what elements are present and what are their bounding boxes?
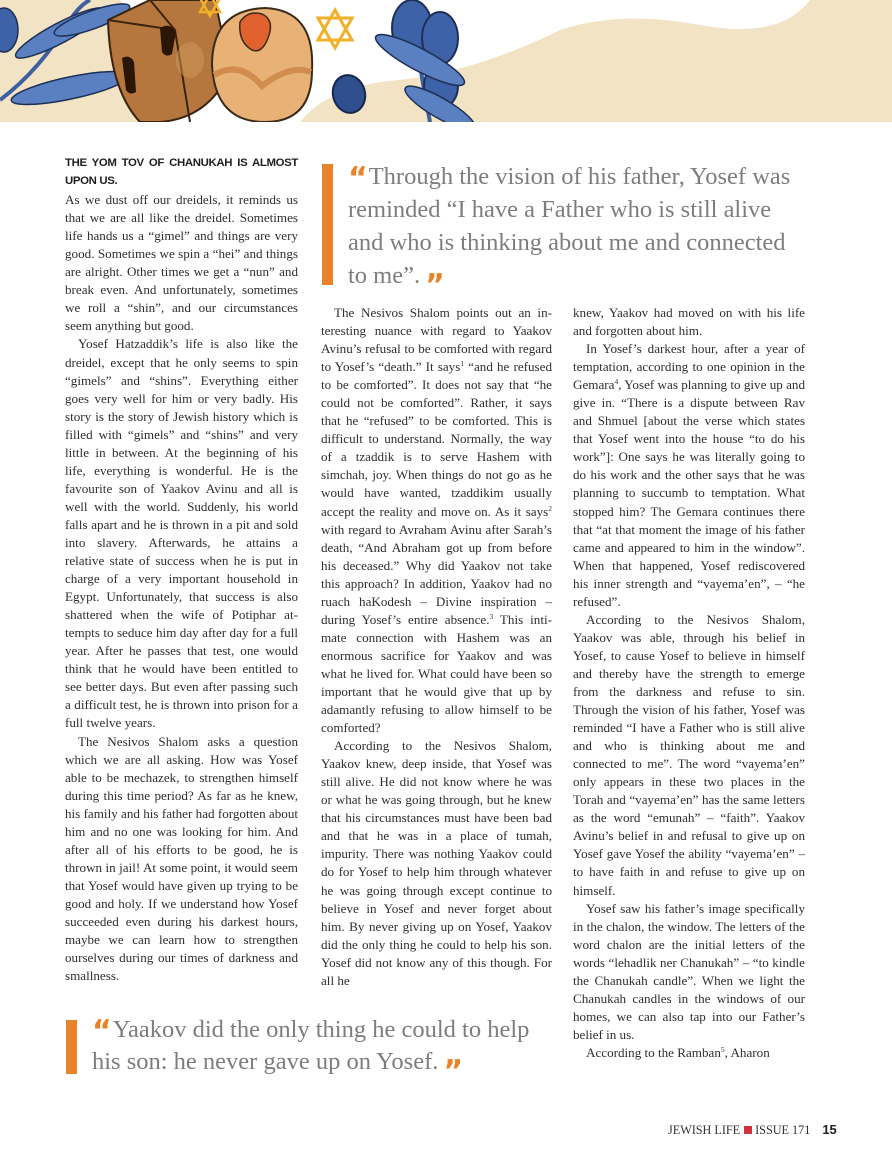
footnote-ref: 1 <box>460 359 465 369</box>
text-segment: knew, Yaakov had moved on with his life and forgotten about him. <box>573 305 805 339</box>
paragraph <box>573 340 805 611</box>
footnote-ref: 4 <box>614 377 619 387</box>
paragraph: The Nesivos Shalom asks a question which we are all asking. How was Yosef able to be mechazek, to strengthen himself during this time period? As far as he knew, his family and his father had forgotten about him and no one was looking for him. And after all of his efforts to be good, he is thrown in jail! At some point, it would seem that Yosef would have given up trying to be good and holy. If we understand how Yosef succeeded even during his darkest hours, maybe we can learn how to strengthen ourselves during our times of darkness and smallness. <box>65 733 298 984</box>
issue-number: ISSUE 171 <box>755 1123 811 1137</box>
pull-quote-accent-bar <box>322 164 333 285</box>
header-illustration <box>0 0 892 122</box>
star-of-david-right-icon <box>318 10 352 48</box>
paragraph <box>573 900 805 1044</box>
text-segment: , Aharon <box>724 1044 770 1060</box>
close-quote-icon: ” <box>443 1054 461 1089</box>
article-column-2 <box>321 304 552 990</box>
paragraph <box>573 611 805 900</box>
red-square-icon <box>744 1126 752 1134</box>
footnote-ref: 2 <box>548 503 552 513</box>
paragraph <box>321 304 552 737</box>
open-quote-icon: “ <box>348 161 365 196</box>
footnote-ref: 3 <box>489 611 494 621</box>
text-segment: According to the Nesivos Shalom, Yaakov knew, deep inside, that Yosef was still alive. He did not know where he was or what he was going through, but he knew that his circumstances must have been bad and that he was in a place of tumah, impurity. There was nothing Yaakov could do for Yosef to help him through whatever he was going through except continue to believe in Yosef and never forget about him. By never giving up on Yosef, Yaakov did the only thing he could to help his son. Yosef did not know any of this though. For all he <box>321 738 552 988</box>
paragraph <box>573 1044 805 1062</box>
article-column-3 <box>573 304 805 1062</box>
lead-in-heading: THE YOM TOV OF CHANUKAH IS ALMOST UPON US. <box>65 157 298 188</box>
pull-quote-text: Through the vision of his father, Yosef was reminded “I have a Father who is still alive and who is thinking about me and connected to me”. <box>348 163 791 289</box>
page-number: 15 <box>822 1122 837 1137</box>
pull-quote-text: Yaakov did the only thing he could to help his son: he never gave up on Yosef. <box>92 1016 530 1075</box>
paragraph-text: As we dust off our dreidels, it reminds us that we are all like the dreidel. Sometimes life hands us a “gimel” and things are very good. Sometimes we spin a “hei” and things are alright. Other times we get a “nun” and break even. And unfortunately, sometimes we roll a “shin”, and our circumstances seem anything but good. <box>65 192 298 334</box>
pull-quote-top <box>322 160 802 303</box>
close-quote-icon: ” <box>425 268 442 303</box>
pull-quote-text-block <box>92 1014 562 1089</box>
page-footer <box>668 1122 837 1138</box>
article-column-1 <box>65 154 298 985</box>
paragraph: Yosef Hatzaddik’s life is also like the dreidel, except that he only seems to spin “gimels” and “shins”. Everything either goes very well for him or very badly. His story is the story of Jewish history which is filled with “gimels” and “shins” and very little in between. At the beginning of his life, everything is wonderful. He is the favourite son of Yaakov Avinu and all is well with the world. Suddenly, his world falls apart and he is thrown in a pit and sold into slavery. Afterwards, he attains a relative state of success when he is put in charge of a very important household in Egypt. Unfortunately, that success is also shattered when the wife of Potiphar attempts to seduce him day after day for a full year. After he passes that test, one would think that he would have been entitled to see better days. But even after passing such a difficult test, he is thrown into prison for a full twelve years. <box>65 336 298 731</box>
paragraph <box>321 737 552 990</box>
text-segment: , Yosef was planning to give up and give in. “There is a dispute between Rav and Shmuel [about the verse which states that Yosef went into the house “to do his work”]: One says he was literally going to do his work and the other says that he was planning to succumb to temptation. What stopped him? The Gemara continues there that “at that moment the image of his father came and appeared to him in the window”. When that happened, Yosef rediscovered his inner strength and “vayema’en”, – “he refused”. <box>573 377 805 609</box>
text-segment: According to the Nesivos Shalom, Yaakov was able, through his belief in Yosef, to cause Yosef to believe in himself and thereby have the strength to emerge from the darkness and refuse to sin. Through the vision of his father, Yosef was reminded “I have a Father who is still alive and who is thinking about me and connected to me”. The word “vayema’en” only appears in these two places in the Torah and “vayema’en” has the same letters as the word “emunah” – “faith”. Yaakov Avinu’s belief in and refusal to give up on Yosef gave Yosef the ability “vayema’en” – to have faith in and refuse to give up on himself. <box>573 611 805 898</box>
pull-quote-bottom <box>66 1014 556 1089</box>
text-segment: This intimate connection with Hashem was an enormous sacrifice for Yaakov and was what he lived for. What could have been so important that he would give that up by adamantly refusing to allow himself to be comforted? <box>321 611 552 736</box>
text-segment: with regard to Avraham Avinu after Sarah’s death, “And Abraham got up from before his deceased.” Why did Yaakov not take this approach? In addition, Yaakov had no ruach haKodesh – Divine inspiration – during Yosef’s entire absence. <box>321 521 552 627</box>
text-segment: Yosef saw his father’s image specifically in the chalon, the window. The letters of the word chalon are the initial letters of the words “lehadlik ner Chanukah” – “to kindle the Chanukah candle”. When we light the Chanukah candles in the windows of our homes, we can also tap into our Father’s belief in us. <box>573 900 805 1042</box>
open-quote-icon: “ <box>92 1014 109 1049</box>
cream-backdrop-center <box>300 0 892 122</box>
sufganiyah-icon <box>212 8 312 122</box>
pull-quote-accent-bar <box>66 1020 77 1074</box>
paragraph <box>65 154 298 335</box>
text-segment: In Yosef’s darkest hour, after a year of temptation, according to one opinion in the Gemara <box>573 341 805 393</box>
text-segment: According to the Ramban <box>586 1044 721 1060</box>
text-segment: The Nesivos Shalom points out an interesting nuance with regard to Yaakov Avinu’s refusal to be comforted with regard to Yosef’s “death.” It says <box>321 305 552 375</box>
text-segment: “and he refused to be comforted”. It does not say that “he could not be comforted”. Rather, it says that he “refused” to be comforted. This is difficult to understand. Normally, the way of a tzaddik is to serve Hashem with simchah, joy. When things do not go as he would have wanted, tzaddikim usually accept the reality and move on. As it says <box>321 359 552 519</box>
publication-name: JEWISH LIFE <box>668 1123 741 1137</box>
paragraph-continued <box>573 304 805 340</box>
pull-quote-text-block <box>348 160 798 303</box>
footnote-ref: 5 <box>720 1044 725 1054</box>
